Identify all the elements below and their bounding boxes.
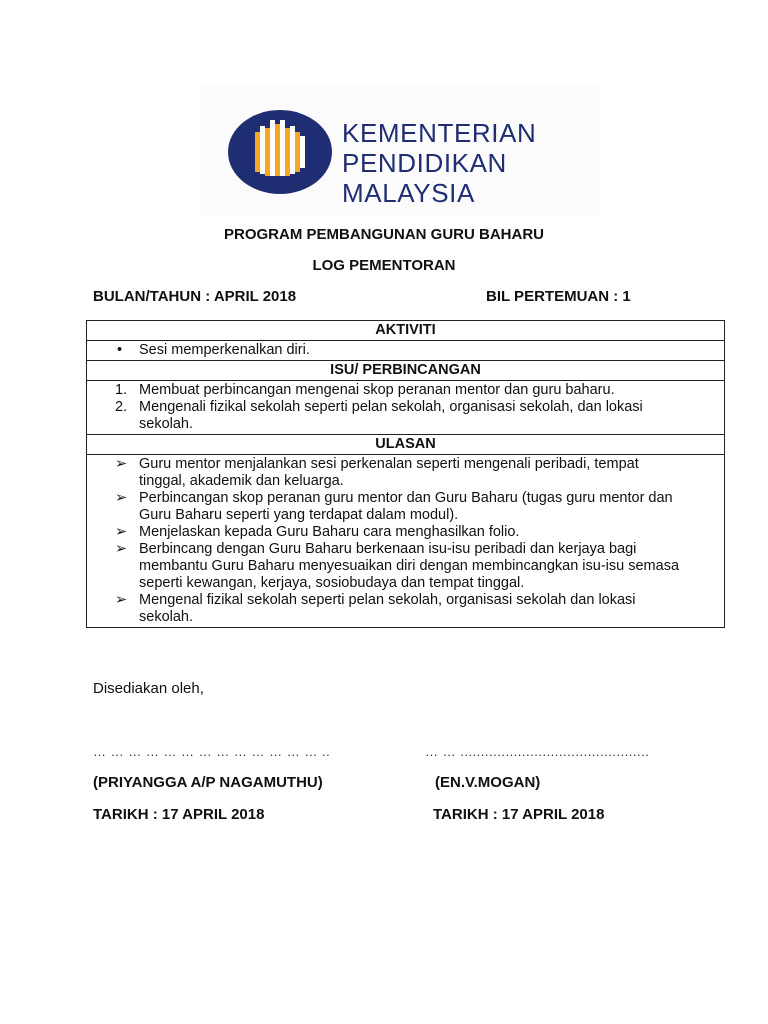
list-item [87, 399, 716, 433]
ulasan-item-4-line-1: Berbincang dengan Guru Baharu berkenaan isu-isu peribadi dan kerjaya bagi [139, 541, 637, 557]
ulasan-cell [87, 455, 725, 628]
left-signature-line: … … … … … … … … … … … … … .. [93, 744, 331, 759]
list-item [87, 541, 716, 592]
isu-heading: ISU/ PERBINCANGAN [87, 361, 725, 381]
ulasan-item-4-line-3: seperti kewangan, kerjaya, sosiobudaya dan tempat tinggal. [139, 575, 525, 591]
ministry-logo [200, 84, 600, 216]
ministry-wordmark [342, 118, 536, 208]
right-signature-line: … … .............................................. [425, 744, 650, 759]
ulasan-item-2-line-1: Perbincangan skop peranan guru mentor dan Guru Baharu (tugas guru mentor dan [139, 490, 673, 506]
arrow-bullet-icon: ➢ [115, 592, 128, 608]
ulasan-item-3-line-1: Menjelaskan kepada Guru Baharu cara menghasilkan folio. [139, 524, 520, 540]
ulasan-item-1-line-1: Guru mentor menjalankan sesi perkenalan seperti mengenali peribadi, tempat [139, 456, 639, 472]
ulasan-item-1-line-2: tinggal, akademik dan keluarga. [139, 473, 344, 489]
list-item [87, 524, 716, 541]
list-item [87, 490, 716, 524]
meeting-number: BIL PERTEMUAN : 1 [486, 288, 631, 305]
mentee-name: (PRIYANGGA A/P NAGAMUTHU) [93, 774, 323, 791]
prepared-by-label: Disediakan oleh, [93, 680, 204, 697]
isu-item-2-line-1: Mengenali fizikal sekolah seperti pelan sekolah, organisasi sekolah, dan lokasi [139, 399, 643, 415]
isu-item-2-line-2: sekolah. [139, 416, 194, 432]
aktiviti-cell [87, 341, 725, 361]
list-item [87, 382, 716, 399]
ulasan-item-2-line-2: Guru Baharu seperti yang terdapat dalam modul). [139, 507, 459, 523]
ulasan-item-4-line-2: membantu Guru Baharu menyesuaikan diri dengan membincangkan isu-isu semasa [139, 558, 680, 574]
isu-item-1-line-1: Membuat perbincangan mengenai skop peranan mentor dan guru baharu. [139, 382, 615, 398]
program-title: PROGRAM PEMBANGUNAN GURU BAHARU [224, 226, 544, 243]
wordmark-line-1: KEMENTERIAN [342, 118, 537, 148]
isu-cell [87, 381, 725, 435]
wordmark-line-2: PENDIDIKAN [342, 148, 507, 178]
arrow-bullet-icon: ➢ [115, 541, 128, 557]
wordmark-line-3: MALAYSIA [342, 178, 475, 208]
document-subtitle: LOG PEMENTORAN [312, 257, 456, 274]
aktiviti-item-1: Sesi memperkenalkan diri. [139, 342, 310, 358]
ulasan-item-5-line-2: sekolah. [139, 609, 194, 625]
mentoring-log-table [86, 320, 725, 628]
arrow-bullet-icon: ➢ [115, 524, 128, 540]
ulasan-heading: ULASAN [87, 435, 725, 455]
left-date: TARIKH : 17 APRIL 2018 [93, 806, 265, 823]
list-item: • Sesi memperkenalkan diri. [117, 342, 310, 358]
ulasan-item-5-line-1: Mengenal fizikal sekolah seperti pelan sekolah, organisasi sekolah dan lokasi [139, 592, 636, 608]
list-item [87, 592, 716, 626]
month-year: BULAN/TAHUN : APRIL 2018 [93, 288, 297, 305]
list-item [87, 456, 716, 490]
item-number: 2. [115, 399, 128, 415]
arrow-bullet-icon: ➢ [115, 456, 128, 472]
mentor-name: (EN.V.MOGAN) [435, 774, 541, 791]
ministry-emblem-icon [228, 110, 338, 198]
right-date: TARIKH : 17 APRIL 2018 [433, 806, 605, 823]
aktiviti-heading: AKTIVITI [87, 321, 725, 341]
arrow-bullet-icon: ➢ [115, 490, 128, 506]
item-number: 1. [115, 382, 128, 398]
